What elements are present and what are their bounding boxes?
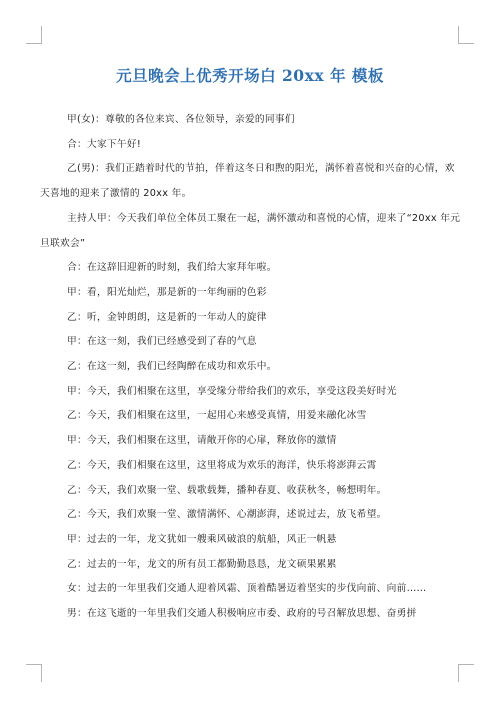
- paragraph: 甲(女)：尊敬的各位来宾、各位领导，亲爱的同事们: [67, 114, 295, 125]
- paragraph: 甲：在这一刻，我们已经感受到了春的气息: [67, 336, 257, 348]
- paragraph: 乙：今天，我们相聚在这里，这里将成为欢乐的海洋，快乐将澎湃云霄: [67, 459, 377, 471]
- paragraph: 合：大家下午好!: [67, 138, 142, 150]
- paragraph: 乙：听，金钟朗朗，这是新的一年动人的旋律: [67, 311, 267, 323]
- paragraph: 主持人甲：今天我们单位全体员工聚在一起，满怀激动和喜悦的心情，迎来了“20xx 年元旦联欢会”: [40, 212, 461, 249]
- paragraph: 乙：今天，我们欢聚一堂、载歌载舞，播种春夏、收获秋冬，畅想明年。: [67, 484, 387, 496]
- paragraph: 女：过去的一年里我们交通人迎着风霜、顶着酷暑迈着坚实的步伐向前、向前……: [67, 583, 427, 595]
- document-body: [40, 108, 464, 627]
- paragraph: 乙：今天，我们欢聚一堂、激情满怀、心潮澎湃，述说过去，放飞希望。: [67, 509, 387, 521]
- paragraph: 甲：今天，我们相聚在这里，请敞开你的心扉，释放你的激情: [67, 435, 337, 447]
- paragraph: 甲：今天，我们相聚在这里，享受缘分带给我们的欢乐，享受这段美好时光: [67, 385, 397, 397]
- paragraph: 乙：过去的一年，龙文的所有员工都勤勤恳恳，龙文硕果累累: [67, 558, 337, 570]
- document-title: 元旦晚会上优秀开场白 20xx 年 模板: [116, 66, 384, 85]
- paragraph: 乙：今天，我们相聚在这里，一起用心来感受真情，用爱来融化冰雪: [67, 410, 367, 422]
- paragraph: 甲：看，阳光灿烂，那是新的一年绚丽的色彩: [67, 286, 267, 298]
- paragraph: 男：在这飞逝的一年里我们交通人积极响应市委、政府的号召解放思想、奋勇拼: [67, 608, 417, 620]
- paragraph: 甲：过去的一年，龙文犹如一艘乘风破浪的航船，风正一帆悬: [67, 533, 337, 545]
- paragraph: 合：在这辞旧迎新的时刻，我们给大家拜年啦。: [67, 262, 277, 274]
- paragraph: 乙：在这一刻，我们已经陶醉在成功和欢乐中。: [67, 361, 277, 373]
- paragraph: 乙(男)：我们正踏着时代的节拍，伴着这冬日和煦的阳光，满怀着喜悦和兴奋的心情，欢天喜地的迎来了激情的 20xx 年。: [40, 163, 455, 200]
